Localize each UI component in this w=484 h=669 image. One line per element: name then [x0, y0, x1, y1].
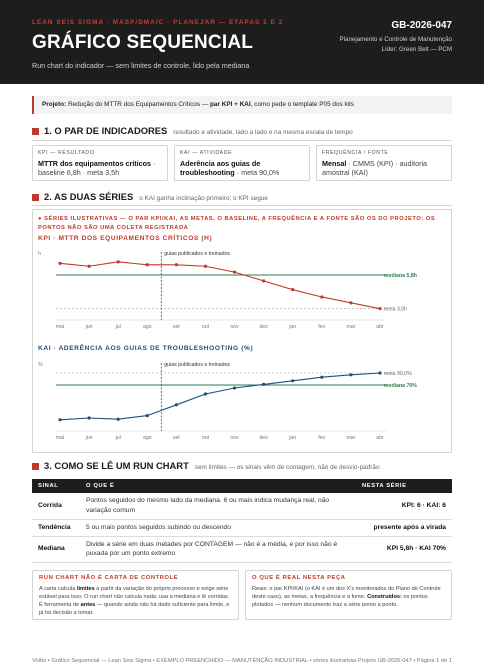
indicator-label: KAI — ATIVIDADE	[180, 150, 233, 156]
section-3-title: 3. COMO SE LÊ UM RUN CHART	[44, 460, 189, 471]
kpi-data-point	[204, 265, 207, 268]
kai-target-label: meta 90,0%	[384, 371, 412, 377]
indicator-name: MTTR dos equipamentos críticos	[38, 159, 152, 168]
kai-x-tick-label: set	[172, 435, 180, 441]
project-bold: par KPI + KAI	[210, 101, 251, 108]
kai-data-point	[146, 414, 149, 417]
kai-x-tick-label: mar	[346, 435, 356, 441]
table-row	[32, 519, 452, 536]
kpi-data-point	[320, 295, 323, 298]
section-2-rule	[32, 205, 452, 206]
kai-x-tick-label: ago	[142, 435, 152, 441]
kpi-x-tick-label: nov	[230, 324, 239, 330]
kpi-data-point	[291, 288, 294, 291]
kpi-data-point	[146, 263, 149, 266]
section-marker	[32, 463, 39, 470]
kai-data-point	[262, 383, 265, 386]
section-1-description: resultado e atividade, lado a lado e na mesma escala de tempo	[173, 129, 353, 136]
column-header-what: O QUE É	[80, 479, 356, 493]
kpi-data-point	[58, 262, 61, 265]
indicator-card-kai	[174, 145, 310, 181]
kai-median-label: mediana 70%	[384, 383, 417, 389]
page-footer	[32, 658, 452, 664]
text-fragment: a partir da variação do próprio processo e exige série estável para isso. O run chart não calcula nada: usa a mediana e lê corridas. É ferramenta de	[39, 586, 230, 608]
indicator-name: Mensal	[322, 159, 347, 168]
kai-chart-title: KAI · ADERÊNCIA AOS GUIAS DE TROUBLESHOOTING (%)	[38, 345, 254, 352]
cell-what: 5 ou mais pontos seguidos subindo ou descendo	[80, 519, 356, 536]
indicator-card-kpi	[32, 145, 168, 181]
indicator-label: FREQUÊNCIA / FONTE	[322, 150, 389, 156]
text-fragment: Reais: o par KPI/KAI (o KAI é um dos X's monitorados do Plano de Controle deste caso), as metas, a frequência e a fonte.	[252, 586, 441, 600]
illustrative-note: ● SÉRIES ILUSTRATIVAS — O PAR KPI/KAI, AS METAS, O BASELINE, A FREQUÊNCIA E A FONTE SÃO OS DO PROJETO; OS PONTOS NÃO SÃO UMA COLETA REGISTRADA	[38, 216, 436, 231]
kai-x-tick-label: fev	[318, 435, 326, 441]
kai-data-point	[233, 386, 236, 389]
kpi-data-point	[233, 270, 236, 273]
section-1-rule	[32, 140, 452, 141]
cell-here: KPI 5,8h · KAI 70%	[356, 536, 452, 562]
table-row	[32, 536, 452, 562]
header-banner	[0, 0, 484, 84]
note-box-title: O QUE É REAL NESTA PEÇA	[252, 575, 346, 581]
section-marker	[32, 194, 39, 201]
kai-data-point	[378, 371, 381, 374]
document-department: Planejamento e Controle de Manutenção	[339, 36, 452, 43]
text-emphasis: Construídos:	[367, 594, 402, 600]
section-2-title: 2. AS DUAS SÉRIES	[44, 191, 134, 202]
note-box-title: RUN CHART NÃO É CARTA DE CONTROLE	[39, 575, 179, 581]
kai-x-tick-label: jul	[115, 435, 121, 441]
section-3-description: sem limites — os sinais vêm de contagem, não de desvio-padrão	[194, 464, 380, 471]
kpi-x-tick-label: dez	[259, 324, 268, 330]
kpi-event-label: guias publicados e treinados	[164, 251, 231, 257]
text-emphasis: limites	[76, 586, 95, 592]
kai-series-line	[60, 373, 380, 420]
project-bar	[32, 96, 452, 114]
kai-x-tick-label: mai	[55, 435, 65, 441]
kpi-x-tick-label: mai	[55, 324, 65, 330]
indicator-name: Aderência aos guias de troubleshooting	[180, 159, 261, 177]
kai-data-point	[349, 373, 352, 376]
kai-x-tick-label: out	[201, 435, 210, 441]
kai-data-point	[320, 376, 323, 379]
text-emphasis: antes	[80, 602, 96, 608]
indicator-separator: ·	[234, 168, 242, 177]
kpi-x-tick-label: jul	[115, 324, 121, 330]
section-1-heading	[32, 125, 452, 139]
kai-data-point	[58, 418, 61, 421]
note-box-control-chart	[32, 570, 239, 620]
indicator-detail: meta 90,0%	[241, 168, 280, 177]
section-3-heading	[32, 460, 452, 474]
kpi-chart-title: KPI · MTTR DOS EQUIPAMENTOS CRÍTICOS (H)	[38, 235, 213, 242]
kpi-data-point	[349, 301, 352, 304]
kpi-data-point	[262, 279, 265, 282]
section-2-heading	[32, 191, 452, 205]
kpi-data-point	[87, 265, 90, 268]
kpi-x-tick-label: abr	[376, 324, 384, 330]
document-id: GB-2026-047	[391, 20, 452, 31]
kpi-data-point	[117, 260, 120, 263]
kpi-x-tick-label: mar	[346, 324, 356, 330]
indicator-detail: baseline 6,8h · meta 3,5h	[38, 168, 120, 177]
indicator-card-frequency	[316, 145, 452, 181]
kpi-target-label: meta 3,5h	[384, 306, 408, 313]
column-header-signal: SINAL	[32, 479, 80, 493]
kpi-x-tick-label: out	[201, 324, 210, 330]
section-marker	[32, 128, 39, 135]
footer-right: Projeto GB-2026-047 • Página 1 de 1	[357, 658, 452, 664]
page-title: GRÁFICO SEQUENCIAL	[32, 32, 254, 53]
kai-x-tick-label: jun	[85, 435, 93, 441]
cell-what: Pontos seguidos do mesmo lado da mediana. 6 ou mais indica mudança real, não variação comum	[80, 493, 356, 519]
header-kicker: LEAN SEIS SIGMA · MASP/DMAIC · PLANEJAR — ETAPAS 1 E 2	[32, 19, 284, 26]
cell-what: Divide a série em duas metades por CONTAGEM — não é a média, e por isso não é puxada por um ponto extremo	[80, 536, 356, 562]
project-text: Redução do MTTR dos Equipamentos Críticos —	[67, 101, 209, 108]
text-fragment: — quando ainda não há dado suficiente para limite, e já há decisão a tomar.	[39, 602, 230, 616]
kai-data-point	[291, 379, 294, 382]
indicator-separator: ·	[346, 159, 353, 168]
kai-y-unit-label: %	[38, 362, 43, 368]
kai-x-tick-label: abr	[376, 435, 384, 441]
page-subtitle: Run chart do indicador — sem limites de controle, lido pela mediana	[32, 61, 250, 70]
kai-data-point	[117, 418, 120, 421]
cell-signal: Corrida	[32, 493, 80, 519]
note-box-text	[252, 585, 445, 609]
cell-signal: Tendência	[32, 519, 80, 536]
indicator-label: KPI — RESULTADO	[38, 150, 95, 156]
text-fragment: A carta calcula	[39, 586, 77, 592]
kai-x-tick-label: jan	[289, 435, 297, 441]
kpi-data-point	[378, 307, 381, 310]
footer-left: Voitto • Gráfico Sequencial — Lean Seis Sigma • EXEMPLO PREENCHIDO — MANUTENÇÃO INDUSTRIAL • séries ilustrativas	[32, 658, 357, 664]
column-header-here: NESTA SÉRIE	[356, 479, 452, 493]
note-box-text	[39, 585, 232, 617]
run-chart-signals-table	[32, 479, 452, 563]
kai-x-tick-label: nov	[230, 435, 239, 441]
section-2-description: o KAI ganha inclinação primeiro; o KPI segue	[139, 195, 268, 202]
kai-data-point	[204, 392, 207, 395]
kpi-x-tick-label: jan	[289, 324, 297, 330]
kai-data-point	[87, 416, 90, 419]
kpi-run-chart	[32, 244, 452, 330]
indicator-separator: ·	[151, 159, 156, 168]
document-leader: Líder: Green Belt — PCM	[381, 46, 452, 53]
kai-run-chart	[32, 355, 452, 441]
table-row	[32, 493, 452, 519]
kpi-x-tick-label: fev	[318, 324, 326, 330]
cell-signal: Mediana	[32, 536, 80, 562]
kpi-x-tick-label: jun	[85, 324, 93, 330]
kpi-data-point	[175, 263, 178, 266]
kpi-x-tick-label: set	[172, 324, 180, 330]
kpi-series-line	[60, 262, 380, 309]
kpi-median-label: mediana 5,8h	[384, 273, 417, 280]
kpi-y-unit-label: h	[38, 251, 41, 257]
project-text-after: , como pede o template P05 dos kits	[250, 101, 355, 108]
project-label: Projeto:	[42, 101, 67, 108]
kai-event-label: guias publicados e treinados	[164, 362, 231, 368]
note-box-real-content	[245, 570, 452, 620]
table-header-row	[32, 479, 452, 493]
cell-here: KPI: 6 · KAI: 6	[356, 493, 452, 519]
kai-data-point	[175, 403, 178, 406]
kpi-x-tick-label: ago	[142, 324, 152, 330]
indicator-detail: CMMS (KPI) · auditoria amostral (KAI)	[322, 159, 428, 177]
section-1-title: 1. O PAR DE INDICADORES	[44, 125, 168, 136]
kai-x-tick-label: dez	[259, 435, 268, 441]
cell-here: presente após a virada	[356, 519, 452, 536]
text-fragment: os pontos plotados — nenhum documento traz a série ponto a ponto.	[252, 594, 428, 608]
